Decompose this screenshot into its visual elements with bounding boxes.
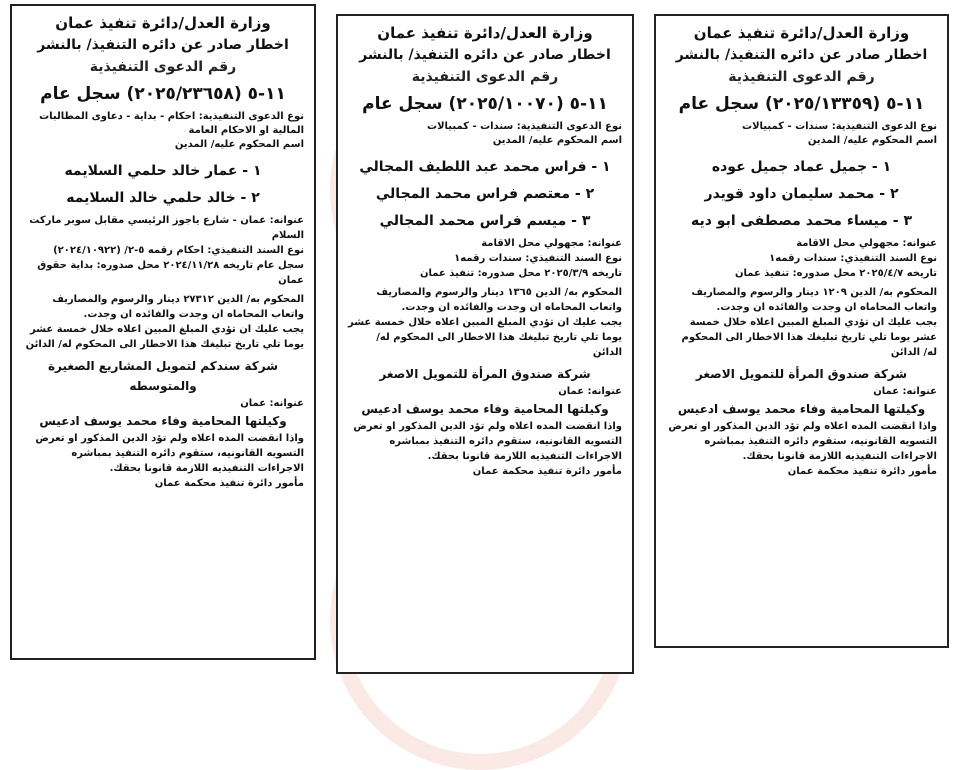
address: عنوانه: مجهولي محل الاقامة xyxy=(481,238,622,249)
signature: مأمور دائرة تنفيذ محكمة عمان xyxy=(787,466,937,477)
lawyer-name: وكيلتها المحامية وفاء محمد يوسف ادعيس xyxy=(361,402,609,416)
warning-text: واذا انقضت المده اعلاه ولم تؤد الدين المذكور او تعرض التسويه القانونيه، ستقوم دائره التنفيذ بمباشره الاجراءات التنفيذيه اللازمة قانونا بحقك. xyxy=(353,421,622,462)
date-line: تاريخه ٢٠٢٥/٤/٧ محل صدوره: تنفيذ عمان xyxy=(734,268,937,279)
notice-3 xyxy=(10,4,316,660)
notice-1 xyxy=(654,14,949,648)
lawyer-name: وكيلتها المحامية وفاء محمد يوسف ادعيس xyxy=(677,402,926,416)
amount-line: المحكوم به/ الدين ١٣٦٥ دينار والرسوم والمصاريف واتعاب المحاماه ان وجدت والفائده ان وجدت. xyxy=(376,287,622,313)
defendant-label: اسم المحكوم عليه/ المدين xyxy=(492,135,622,146)
notice-title: اخطار صادر عن دائره التنفيذ/ بالنشر xyxy=(675,47,928,63)
defendant-name: ٢ - معتصم فراس محمد المجالي xyxy=(375,186,595,202)
defendant-label: اسم المحكوم عليه/ المدين xyxy=(174,139,304,150)
case-type: نوع الدعوى التنفيذية: سندات - كمبيالات xyxy=(427,121,622,132)
signature: مأمور دائرة تنفيذ محكمة عمان xyxy=(154,478,304,489)
lawyer-name: وكيلتها المحامية وفاء محمد يوسف ادعيس xyxy=(39,414,287,428)
payment-line: يجب عليك ان تؤدي المبلغ المبين اعلاه خلال خمسة عشر يوما تلي تاريخ تبليغك هذا الاخطار الى المحكوم له/ الدائن xyxy=(681,317,937,358)
date-line: تاريخه ٢٠٢٥/٣/٩ محل صدوره: تنفيذ عمان xyxy=(419,268,622,279)
document-type: نوع السند التنفيذي: سندات رقمه١ xyxy=(769,253,937,264)
defendant-label: اسم المحكوم عليه/ المدين xyxy=(807,135,937,146)
creditor-address: عنوانه: عمان xyxy=(240,398,304,409)
amount-line: المحكوم به/ الدين ٢٧٣١٢ دينار والرسوم والمصاريف واتعاب المحاماه ان وجدت والفائده ان وجدت. xyxy=(52,294,304,320)
case-type: نوع الدعوى التنفيذية: سندات - كمبيالات xyxy=(742,121,937,132)
case-label: رقم الدعوى التنفيذية xyxy=(411,69,559,85)
warning-text: واذا انقضت المده اعلاه ولم تؤد الدين المذكور او تعرض التسويه القانونيه، ستقوم دائره التنفيذ بمباشره الاجراءات التنفيذيه اللازمة قانونا بحقك. xyxy=(35,433,304,474)
case-number: ١١-٥ (٢٠٢٥/٢٣٦٥٨) سجل عام xyxy=(40,84,286,104)
case-type: نوع الدعوى التنفيذية: احكام - بداية - دعاوى المطالبات المالية او الاحكام العامة xyxy=(39,111,304,136)
payment-line: يجب عليك ان تؤدي المبلغ المبين اعلاه خلال خمسة عشر يوما تلي تاريخ تبليغك هذا الاخطار الى المحكوم له/ الدائن xyxy=(347,317,622,358)
defendant-name: ١ - فراس محمد عبد اللطيف المجالي xyxy=(359,159,611,175)
defendant-name: ٣ - ميساء محمد مصطفى ابو ديه xyxy=(691,213,912,229)
payment-line: يجب عليك ان تؤدي المبلغ المبين اعلاه خلال خمسة عشر يوما تلي تاريخ تبليغك هذا الاخطار الى المحكوم له/ الدائن xyxy=(25,324,304,350)
signature: مأمور دائرة تنفيذ محكمة عمان xyxy=(472,466,622,477)
case-label: رقم الدعوى التنفيذية xyxy=(728,69,875,85)
amount-line: المحكوم به/ الدين ١٢٠٩ دينار والرسوم والمصاريف واتعاب المحاماه ان وجدت والفائده ان وجدت. xyxy=(691,287,937,313)
defendant-name: ٢ - خالد حلمي خالد السلايمه xyxy=(66,190,260,206)
defendant-name: ١ - عمار خالد حلمي السلايمه xyxy=(64,163,262,179)
address: عنوانه: مجهولي محل الاقامة xyxy=(796,238,937,249)
defendant-name: ٢ - محمد سليمان داود قويدر xyxy=(704,186,899,202)
document-type: نوع السند التنفيذي: سندات رقمه١ xyxy=(454,253,622,264)
notice-title: اخطار صادر عن دائره التنفيذ/ بالنشر xyxy=(359,47,611,63)
creditor-name: شركة صندوق المرأة للتمويل الاصغر xyxy=(695,367,908,381)
date-line: سجل عام تاريخه ٢٠٢٤/١١/٢٨ محل صدوره: بداية حقوق عمان xyxy=(37,260,304,286)
document-type: نوع السند التنفيذي: احكام رقمه ٥-٢/ (٢٠٢٤/١٠٩٢٢) xyxy=(53,245,304,256)
case-number: ١١-٥ (٢٠٢٥/١٠٠٧٠) سجل عام xyxy=(362,94,608,114)
ministry-title: وزارة العدل/دائرة تنفيذ عمان xyxy=(377,24,593,42)
notice-title: اخطار صادر عن دائره التنفيذ/ بالنشر xyxy=(37,37,289,53)
creditor-address: عنوانه: عمان xyxy=(873,386,937,397)
ministry-title: وزارة العدل/دائرة تنفيذ عمان xyxy=(55,14,271,32)
defendant-name: ٣ - ميسم فراس محمد المجالي xyxy=(379,213,591,229)
case-label: رقم الدعوى التنفيذية xyxy=(89,59,237,75)
creditor-address: عنوانه: عمان xyxy=(558,386,622,397)
defendant-name: ١ - جميل عماد جميل عوده xyxy=(711,159,892,175)
case-number: ١١-٥ (٢٠٢٥/١٣٣٥٩) سجل عام xyxy=(678,94,925,114)
warning-text: واذا انقضت المده اعلاه ولم تؤد الدين المذكور او تعرض التسويه القانونيه، ستقوم دائره التنفيذ بمباشره الاجراءات التنفيذيه اللازمة قانونا بحقك. xyxy=(668,421,937,462)
notice-2 xyxy=(336,14,634,674)
ministry-title: وزارة العدل/دائرة تنفيذ عمان xyxy=(693,24,910,42)
creditor-name: شركة صندوق المرأة للتمويل الاصغر xyxy=(379,367,591,381)
creditor-name: شركة سندكم لتمويل المشاريع الصغيرة والمتوسطه xyxy=(47,359,279,393)
address: عنوانه: عمان - شارع ياجوز الرئيسي مقابل سوبر ماركت السلام xyxy=(29,215,304,241)
